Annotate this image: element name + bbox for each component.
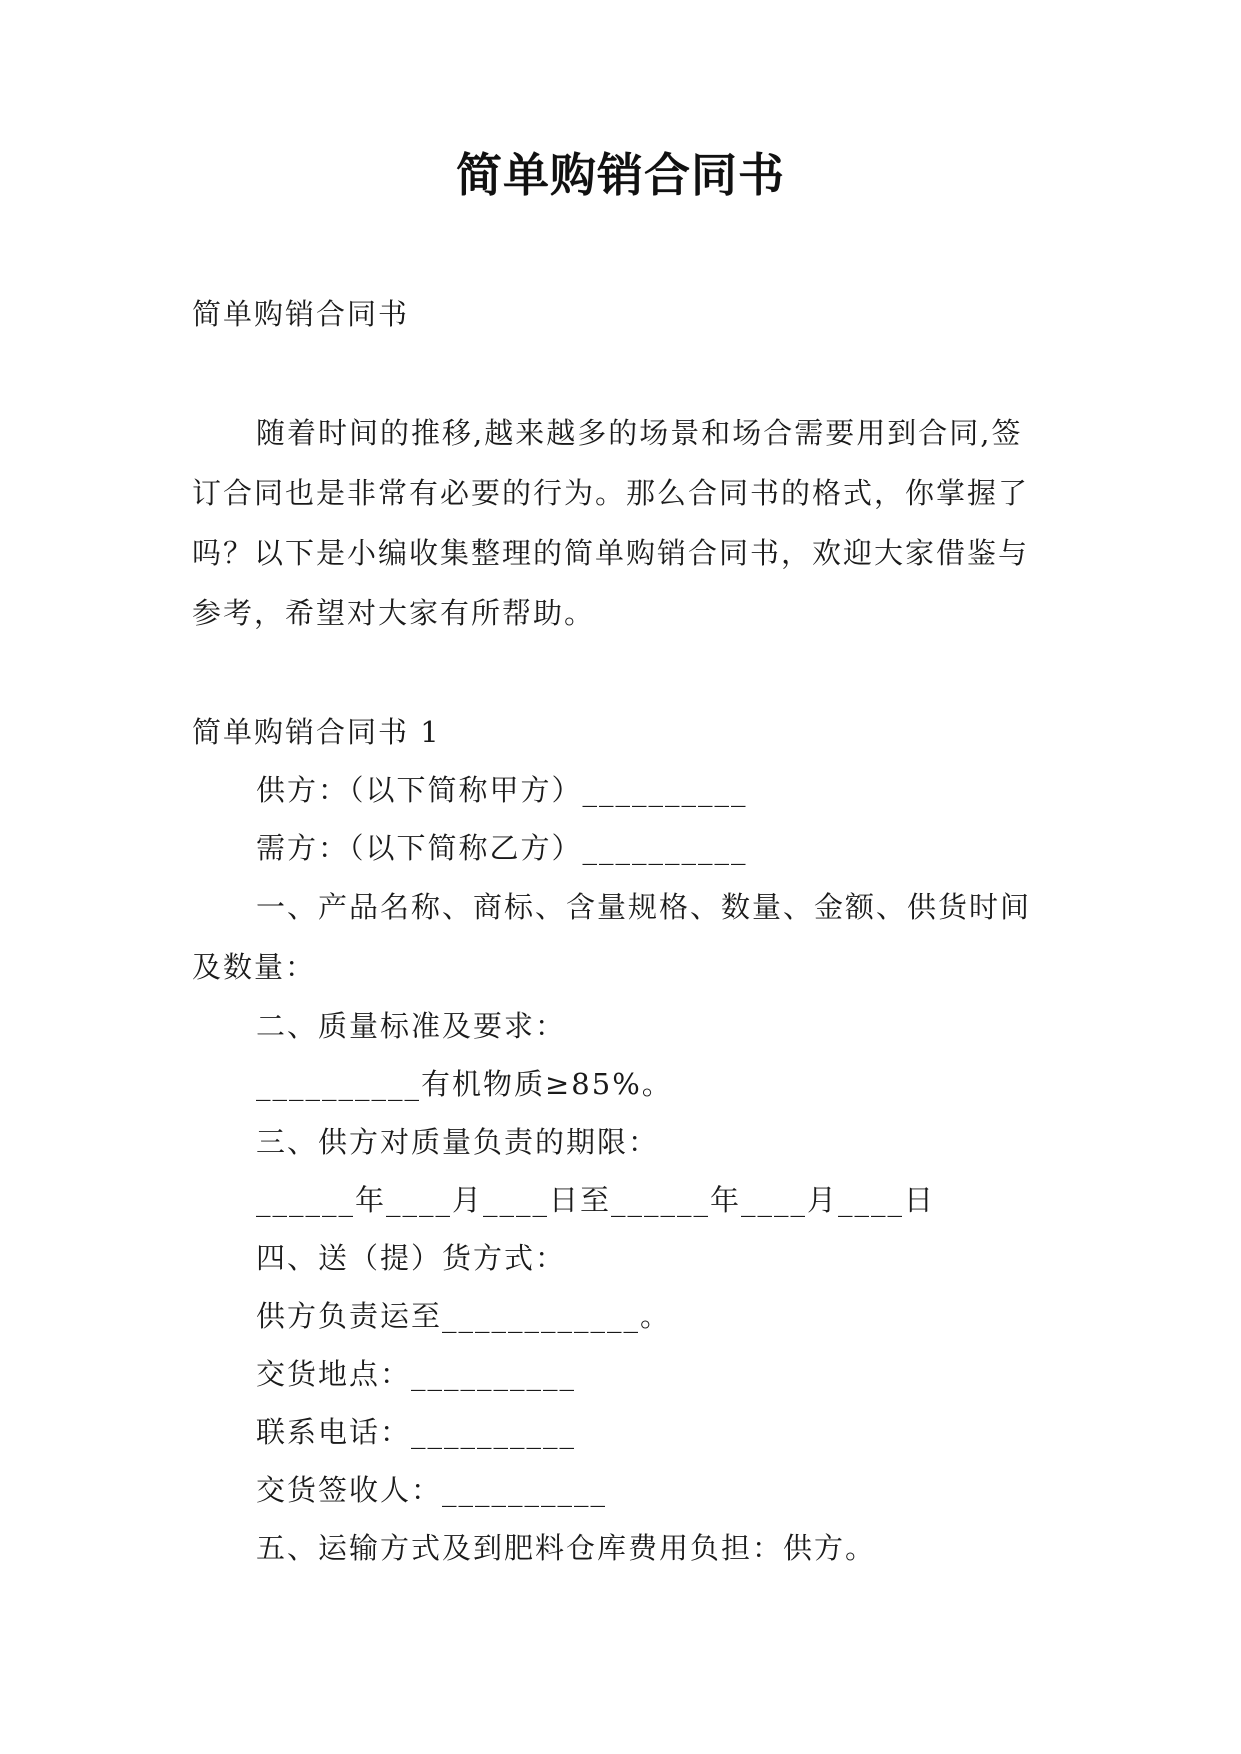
clause-3: 三、供方对质量负责的期限： [256, 1125, 660, 1159]
document-subtitle: 简单购销合同书 [192, 297, 410, 331]
document-title: 简单购销合同书 [456, 148, 785, 202]
delivery-recipient-line: 交货签收人：__________ [256, 1473, 608, 1507]
buyer-line: 需方：（以下简称乙方）__________ [256, 831, 748, 865]
clause-4: 四、送（提）货方式： [256, 1241, 567, 1275]
contact-phone-line: 联系电话：__________ [256, 1415, 577, 1449]
clause-3-date-range: ______年____月____日至______年____月____日 [256, 1183, 936, 1217]
delivery-destination-line: 供方负责运至____________。 [256, 1299, 672, 1333]
clause-2: 二、质量标准及要求： [256, 1009, 567, 1043]
supplier-line: 供方：（以下简称甲方）__________ [256, 773, 748, 807]
document-body [192, 285, 1052, 1577]
clause-1: 一、产品名称、商标、含量规格、数量、金额、供货时间及数量： [192, 890, 1032, 984]
clause-2-detail: __________有机物质≥85%。 [256, 1067, 673, 1101]
clause-5: 五、运输方式及到肥料仓库费用负担：供方。 [256, 1531, 877, 1565]
intro-paragraph: 随着时间的推移,越来越多的场景和场合需要用到合同,签订合同也是非常有必要的行为。那么合同书的格式，你掌握了吗？以下是小编收集整理的简单购销合同书，欢迎大家借鉴与参考，希望对大家有所帮助。 [192, 416, 1030, 630]
delivery-location-line: 交货地点：__________ [256, 1357, 577, 1391]
section-heading: 简单购销合同书 1 [192, 715, 441, 749]
